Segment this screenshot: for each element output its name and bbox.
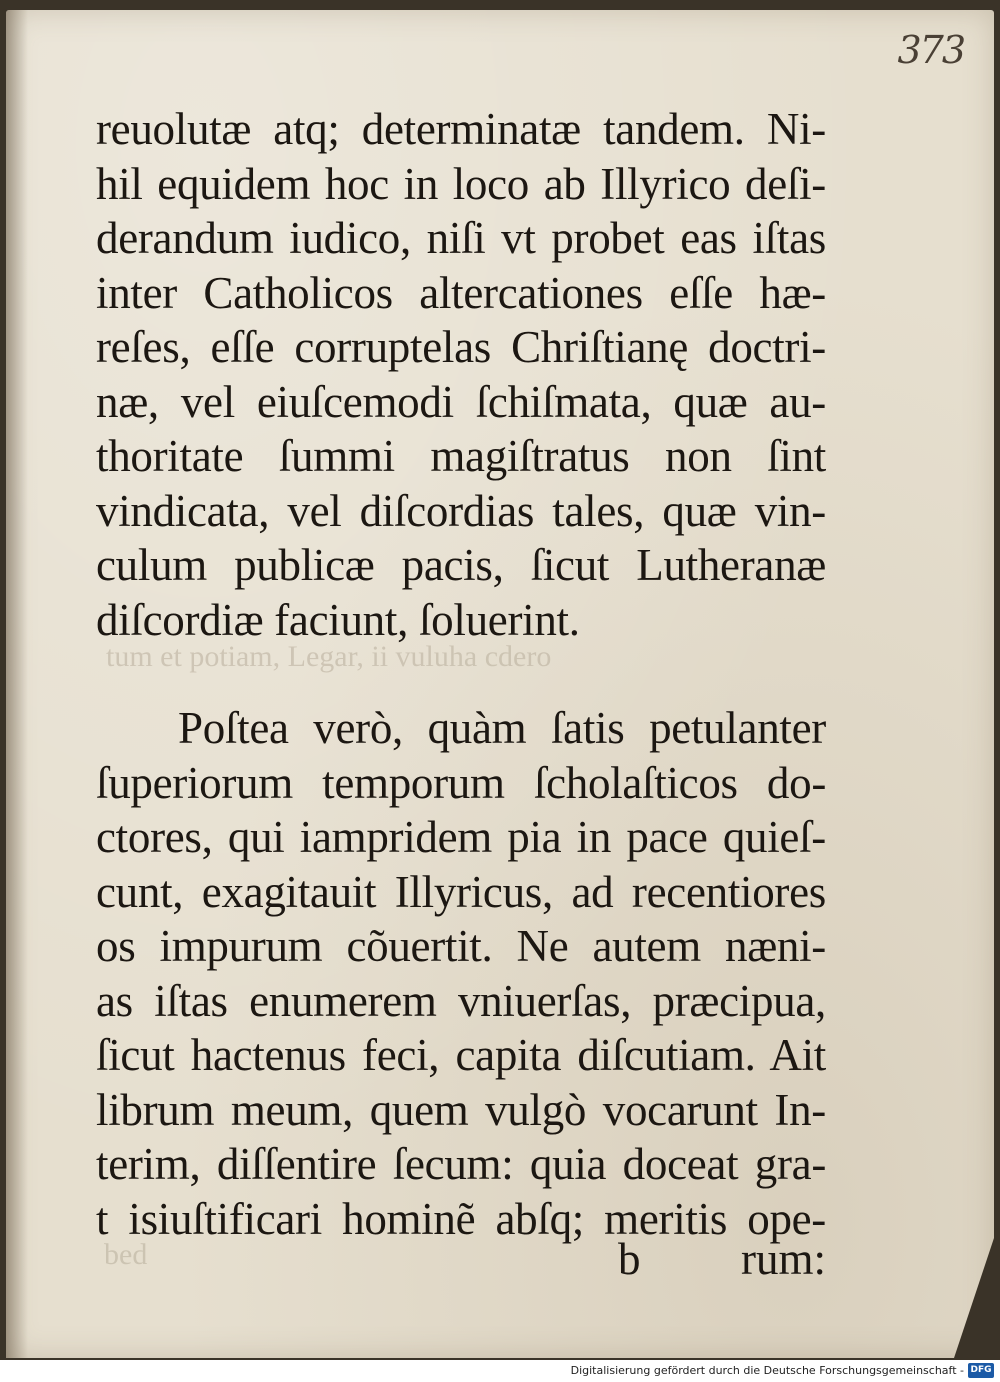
text-line: librum meum, quem vulgò vocarunt In-: [96, 1084, 826, 1135]
text-line: culum publicæ pacis, ſicut Lutheranæ: [96, 540, 826, 590]
main-text: [96, 102, 826, 1246]
text-line: t isiuſtificari hominẽ abſq; meritis ope-: [96, 1193, 826, 1244]
text-line: ctores, qui iampridem pia in pace quieſ-: [96, 812, 826, 862]
text-line: næ, vel eiuſcemodi ſchiſmata, quæ au-: [96, 376, 826, 427]
text-line: reuolutæ atq; determinatæ tandem. Ni-: [96, 104, 826, 154]
text-line: diſcordiæ faciunt, ſoluerint.: [96, 594, 580, 645]
page-gutter-shadow: [6, 10, 28, 1358]
text-line: ſicut hactenus feci, capita diſcutiam. Ait: [96, 1030, 826, 1080]
catchline: [96, 1232, 826, 1286]
footer-bar: [0, 1360, 1000, 1382]
paragraph-1: [96, 102, 826, 647]
text-line: cunt, exagitauit Illyricus, ad recentiores: [96, 866, 826, 917]
text-line: hil equidem hoc in loco ab Illyrico deſi-: [96, 158, 826, 209]
signature-mark: b: [618, 1234, 641, 1284]
bleed-through-text: tum et potiam, Legar, ii vuluha cdero: [106, 640, 552, 673]
book-page: [6, 10, 994, 1358]
bleed-through-text: bed: [104, 1238, 148, 1271]
text-line: Poſtea verò, quàm ſatis petulanter: [178, 703, 826, 753]
page-number: 373: [897, 28, 964, 72]
text-line: derandum iudico, niſi vt probet eas iſtas: [96, 213, 826, 263]
text-line: ſuperiorum temporum ſcholaſticos do-: [96, 757, 826, 808]
funding-credit: Digitalisierung gefördert durch die Deutsche Forschungsgemeinschaft -: [570, 1364, 964, 1377]
text-line: terim, diſſentire ſecum: quia doceat gra-: [96, 1139, 826, 1189]
text-line: as iſtas enumerem vniuerſas, præcipua,: [96, 975, 826, 1026]
paragraph-spacer: [96, 647, 826, 701]
torn-corner: [954, 1238, 994, 1358]
text-line: reſes, eſſe corruptelas Chriſtianę doctri-: [96, 322, 826, 372]
text-line: inter Catholicos altercationes eſſe hæ-: [96, 267, 826, 318]
paragraph-2: [96, 701, 826, 1246]
text-line: os impurum cõuertit. Ne autem næni-: [96, 921, 826, 971]
dfg-logo-icon: DFG: [968, 1363, 994, 1378]
text-line: thoritate ſummi magiſtratus non ſint: [96, 431, 826, 481]
catchword: rum:: [741, 1234, 826, 1284]
text-line: vindicata, vel diſcordias tales, quæ vin-: [96, 485, 826, 536]
